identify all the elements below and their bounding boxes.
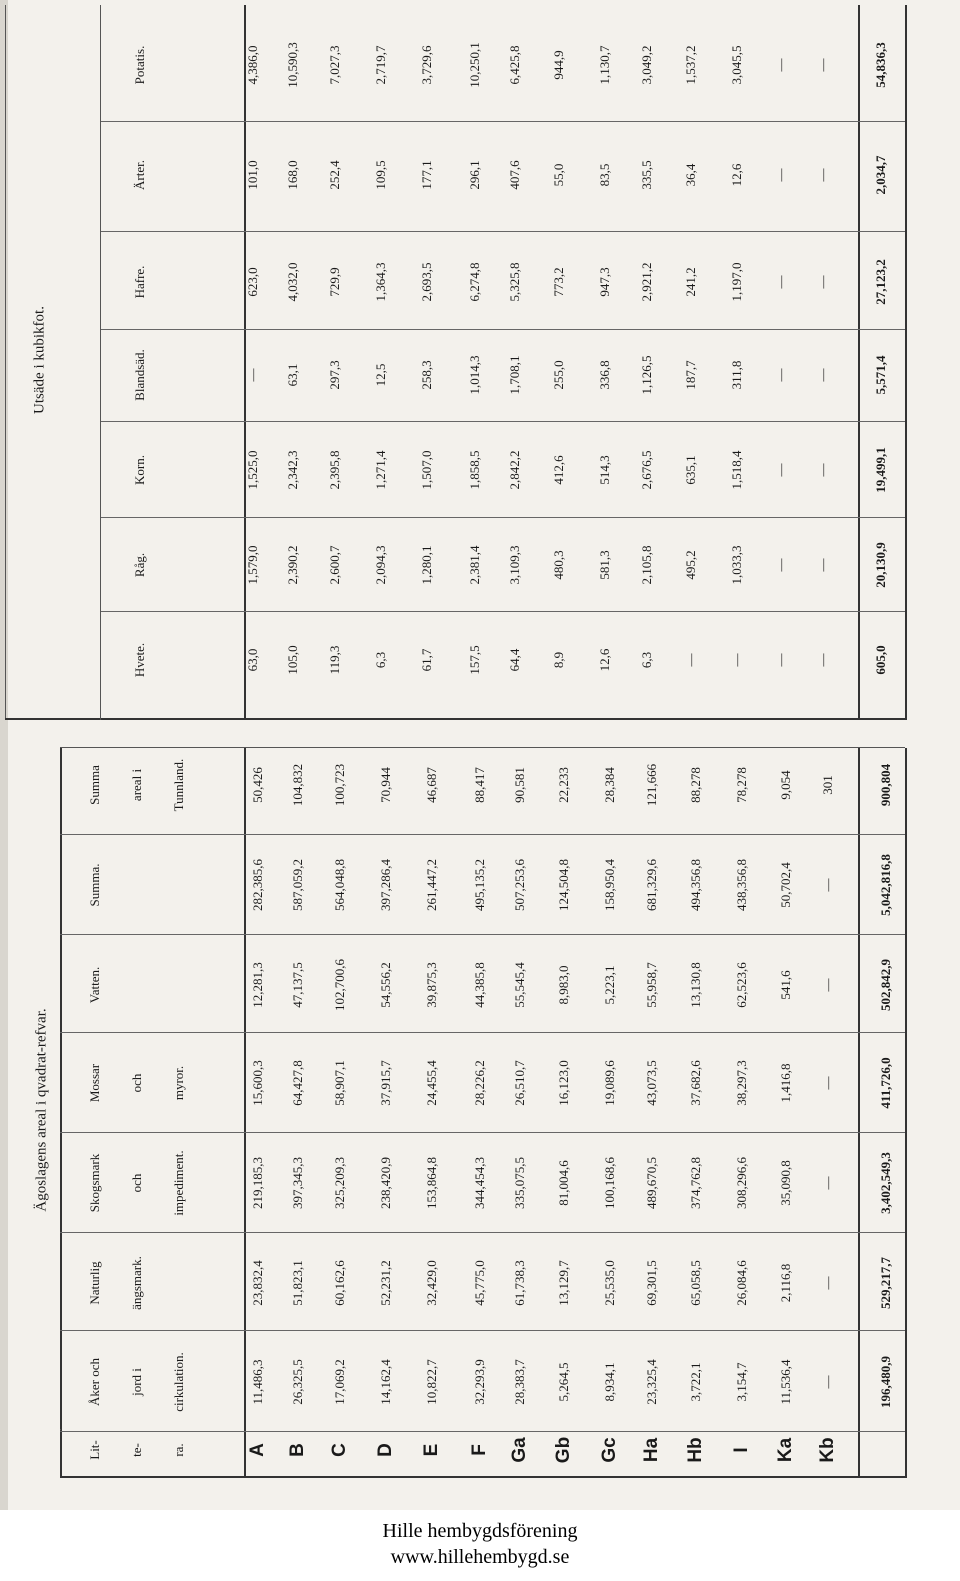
right-total-cell: 27,123,2 [873,259,888,305]
left-header-2-1: ängsmark. [129,1256,144,1310]
row-letter: D [375,1443,396,1457]
right-table-top-rule [5,5,6,720]
right-cell: — [815,463,830,477]
right-cell: 2,105,8 [639,545,654,585]
left-cell: 100,723 [332,763,347,807]
right-cell: 1,280,1 [419,545,434,585]
row-letter: F [469,1444,490,1456]
left-header-4-2: myror. [171,1065,186,1101]
left-cell: 26,084,6 [734,1260,749,1306]
right-total-cell: 19,499,1 [873,447,888,493]
right-cell: 187,7 [683,360,698,390]
right-column-rule-5 [100,121,905,122]
right-cell: 6,274,8 [467,262,482,302]
right-cell: — [815,58,830,72]
right-cell: 241,2 [683,267,698,297]
left-cell: 15,600,3 [250,1060,265,1106]
right-cell: 1,033,3 [729,545,744,585]
right-cell: 1,507,0 [419,450,434,490]
right-cell: 7,027,3 [327,45,342,85]
left-cell: 13,130,8 [688,962,703,1008]
right-cell: 6,3 [639,651,654,669]
left-cell: 5,223,1 [602,965,617,1005]
right-cell: 168,0 [285,160,300,190]
footer [0,1518,960,1570]
left-cell: 308,296,6 [734,1157,749,1209]
left-cell: 88,278 [688,767,703,803]
left-cell: 44,385,8 [472,962,487,1008]
right-cell: 1,858,5 [467,450,482,490]
left-total-cell: 3,402,549,3 [878,1152,893,1214]
left-cell: 28,384 [602,767,617,803]
row-letter: E [421,1443,442,1457]
right-cell: — [729,653,744,667]
left-cell: 335,075,5 [512,1157,527,1209]
left-cell: 12,281,3 [250,962,265,1008]
left-cell: 3,154,7 [734,1362,749,1402]
right-cell: 64,4 [507,648,522,672]
right-column-rule-3 [100,329,905,330]
right-cell: 109,5 [373,160,388,190]
left-cell: — [820,978,835,992]
right-cell: 2,719,7 [373,45,388,85]
right-table-edge-rule [5,718,905,720]
right-cell: 63,0 [245,648,260,672]
right-cell: 12,6 [597,648,612,672]
right-cell: 1,130,7 [597,45,612,85]
left-cell: 61,738,3 [512,1260,527,1306]
left-cell: 37,915,7 [378,1060,393,1106]
right-table-bottom-rule [905,5,907,720]
left-cell: 494,356,8 [688,859,703,911]
left-cell: 681,329,6 [644,859,659,911]
right-cell: 12,5 [373,363,388,387]
left-cell: 62,523,6 [734,962,749,1008]
left-table-title: Ägoslagens areal i qvadrat-refvar. [33,1008,50,1212]
row-letter: Kb [817,1437,838,1463]
left-cell: 64,427,8 [290,1060,305,1106]
left-cell: — [820,878,835,892]
footer-organization: Hille hembygdsförening [382,1520,578,1542]
left-cell: 3,722,1 [688,1362,703,1402]
left-table-head-rule [244,748,246,1478]
right-cell: — [815,368,830,382]
right-cell: 8,9 [551,651,566,669]
left-cell: 38,297,3 [734,1060,749,1106]
left-cell: — [820,1276,835,1290]
left-header-3-1: och [129,1173,144,1193]
left-cell: 507,253,6 [512,859,527,911]
left-title-rule [60,1429,61,1430]
left-header-7-1: areal i [129,768,144,802]
left-cell: 8,934,1 [602,1362,617,1402]
right-cell: 947,3 [597,267,612,297]
right-cell: — [773,275,788,289]
left-header-3-2: impediment. [171,1150,186,1216]
left-cell: 28,383,7 [512,1359,527,1405]
right-cell: 336,8 [597,360,612,390]
left-total-cell: 5,042,816,8 [878,854,893,916]
right-cell: 1,708,1 [507,355,522,395]
left-cell: 238,420,9 [378,1157,393,1209]
row-letter: Gc [599,1437,620,1463]
right-cell: — [773,58,788,72]
right-cell: 1,579,0 [245,545,260,585]
left-cell: 541,6 [778,970,793,1000]
right-cell: — [773,558,788,572]
right-cell: 5,325,8 [507,262,522,302]
right-cell: 1,014,3 [467,355,482,395]
right-cell: 255,0 [551,360,566,390]
right-cell: 101,0 [245,160,260,190]
left-cell: 13,129,7 [556,1260,571,1306]
right-cell: — [815,653,830,667]
left-cell: 17,069,2 [332,1359,347,1405]
right-title-rule [100,5,101,720]
row-letter: C [329,1443,350,1457]
left-cell: 23,325,4 [644,1359,659,1405]
left-column-rule-3 [60,1132,905,1133]
left-cell: 88,417 [472,767,487,803]
right-cell: 1,518,4 [729,450,744,490]
left-cell: 45,775,0 [472,1260,487,1306]
left-cell: 10,822,7 [424,1359,439,1405]
right-cell: — [773,168,788,182]
right-cell: 6,3 [373,651,388,669]
left-cell: 261,447,2 [424,859,439,911]
right-cell: 83,5 [597,163,612,187]
left-cell: 495,135,2 [472,859,487,911]
left-cell: 14,162,4 [378,1359,393,1405]
left-total-cell: 529,217,7 [878,1257,893,1309]
left-cell: 438,356,8 [734,859,749,911]
right-cell: 1,537,2 [683,45,698,85]
left-header-1-1: jord i [129,1368,144,1396]
left-cell: 9,054 [778,770,793,800]
left-cell: 8,983,0 [556,965,571,1005]
row-letter: Ka [775,1437,796,1463]
left-header-1-0: Åker och [87,1357,102,1407]
left-header-7-0: Summa [87,765,102,805]
right-cell: 55,0 [551,163,566,187]
left-cell: 282,385,6 [250,859,265,911]
left-cell: 16,123,0 [556,1060,571,1106]
right-cell: 773,2 [551,267,566,297]
right-cell: 1,271,4 [373,450,388,490]
right-total-cell: 54,836,3 [873,42,888,88]
right-cell: 4,386,0 [245,45,260,85]
right-table-total-rule [858,5,860,720]
left-total-cell: 900,804 [878,763,893,807]
right-cell: 12,6 [729,163,744,187]
right-cell: 61,7 [419,648,434,672]
right-header-4: Hafre. [132,265,147,299]
left-cell: 1,416,8 [778,1063,793,1103]
left-cell: — [820,1375,835,1389]
left-cell: 397,345,3 [290,1157,305,1209]
left-header-7-2: Tunnland. [171,758,186,812]
left-cell: 50,426 [250,767,265,803]
right-table-title: Utsäde i kubikfot. [31,306,48,414]
right-cell: — [773,653,788,667]
right-cell: 2,395,8 [327,450,342,490]
left-cell: 90,581 [512,767,527,803]
left-cell: 26,510,7 [512,1060,527,1106]
left-cell: 32,429,0 [424,1260,439,1306]
right-cell: 252,4 [327,160,342,190]
right-header-6: Potatis. [132,45,147,85]
left-column-rule-1 [60,1330,905,1331]
left-cell: 587,059,2 [290,859,305,911]
right-cell: 2,676,5 [639,450,654,490]
right-cell: 495,2 [683,550,698,580]
left-cell: 81,004,6 [556,1160,571,1206]
left-header-1-2: cirkulation. [171,1352,186,1412]
left-cell: 51,823,1 [290,1260,305,1306]
right-cell: 4,032,0 [285,262,300,302]
left-cell: 153,864,8 [424,1157,439,1209]
left-cell: 102,700,6 [332,959,347,1011]
left-header-5-0: Vatten. [87,966,102,1004]
left-cell: 23,832,4 [250,1260,265,1306]
left-cell: 219,185,3 [250,1157,265,1209]
left-total-cell: 502,842,9 [878,959,893,1011]
right-cell: — [245,368,260,382]
left-total-cell: 411,726,0 [878,1057,893,1109]
left-cell: 58,907,1 [332,1060,347,1106]
left-table-bottom-rule [905,748,907,1478]
right-cell: — [683,653,698,667]
right-total-cell: 5,571,4 [873,355,888,395]
right-cell: 1,364,3 [373,262,388,302]
left-cell: 2,116,8 [778,1263,793,1303]
right-cell: 635,1 [683,455,698,485]
right-column-rule-2 [100,421,905,422]
left-cell: 54,556,2 [378,962,393,1008]
right-cell: 2,693,5 [419,262,434,302]
left-cell: 24,455,4 [424,1060,439,1106]
left-cell: 32,293,9 [472,1359,487,1405]
right-header-3: Blandsäd. [132,349,147,401]
right-cell: 296,1 [467,160,482,190]
right-cell: 10,590,3 [285,42,300,88]
left-cell: 70,944 [378,767,393,803]
right-total-cell: 2,034,7 [873,155,888,195]
left-cell: 489,670,5 [644,1157,659,1209]
left-cell: 121,666 [644,763,659,807]
left-cell: 5,264,5 [556,1362,571,1402]
right-header-0: Hvete. [132,642,147,678]
right-cell: 119,3 [327,645,342,675]
left-cell: 100,168,6 [602,1157,617,1209]
right-cell: 177,1 [419,160,434,190]
left-table-total-rule [858,748,860,1478]
row-letter: I [731,1447,752,1453]
right-cell: — [815,558,830,572]
left-cell: 69,301,5 [644,1260,659,1306]
right-cell: 2,381,4 [467,545,482,585]
right-cell: 729,9 [327,267,342,297]
right-column-rule-4 [100,231,905,232]
left-cell: 301 [820,775,835,795]
left-header-4-1: och [129,1073,144,1093]
right-cell: 105,0 [285,645,300,675]
row-letter: A [247,1443,268,1457]
row-letter: Ha [641,1437,662,1463]
right-cell: 3,049,2 [639,45,654,85]
right-cell: 157,5 [467,645,482,675]
right-cell: 581,3 [597,550,612,580]
footer-website: www.hillehembygd.se [390,1546,570,1568]
left-total-cell: 196,480,9 [878,1356,893,1408]
right-cell: 6,425,8 [507,45,522,85]
left-cell: 22,233 [556,767,571,803]
left-cell: 26,325,5 [290,1359,305,1405]
right-total-cell: 20,130,9 [873,542,888,588]
left-header-0-1: te- [129,1443,144,1457]
left-cell: 104,832 [290,763,305,807]
left-column-rule-2 [60,1232,905,1233]
right-cell: 10,250,1 [467,42,482,88]
left-column-rule-5 [60,934,905,935]
right-cell: 36,4 [683,163,698,187]
left-cell: 158,950,4 [602,859,617,911]
right-cell: 63,1 [285,363,300,387]
right-table-head-rule [244,5,246,720]
right-cell: 480,3 [551,550,566,580]
left-table-top-rule [60,748,62,1478]
left-column-rule-6 [60,834,905,835]
row-letter: Hb [685,1437,706,1463]
right-cell: 2,921,2 [639,262,654,302]
left-cell: 55,958,7 [644,962,659,1008]
left-cell: 28,226,2 [472,1060,487,1106]
right-cell: 3,109,3 [507,545,522,585]
right-cell: — [815,168,830,182]
right-cell: 297,3 [327,360,342,390]
left-cell: 344,454,3 [472,1157,487,1209]
left-cell: 124,504,8 [556,859,571,911]
right-cell: 2,342,3 [285,450,300,490]
right-column-rule-0 [100,611,905,612]
right-total-cell: 605,0 [873,645,888,675]
left-table-left-rule [60,747,905,748]
right-cell: 407,6 [507,160,522,190]
right-cell: — [773,463,788,477]
left-cell: 37,682,6 [688,1060,703,1106]
left-cell: — [820,1076,835,1090]
right-cell: 2,390,2 [285,545,300,585]
right-header-1: Råg. [132,552,147,578]
left-cell: 46,687 [424,767,439,803]
right-cell: 944,9 [551,50,566,80]
right-cell: 335,5 [639,160,654,190]
left-header-0-0: Lit- [87,1440,102,1460]
left-cell: 374,762,8 [688,1157,703,1209]
right-cell: 3,045,5 [729,45,744,85]
left-cell: 11,486,3 [250,1359,265,1405]
left-cell: 19,089,6 [602,1060,617,1106]
left-cell: 50,702,4 [778,862,793,908]
right-cell: — [773,368,788,382]
left-header-2-0: Naturlig [87,1261,102,1305]
left-column-rule-4 [60,1032,905,1033]
right-cell: 514,3 [597,455,612,485]
left-header-3-0: Skogsmark [87,1153,102,1213]
left-cell: 397,286,4 [378,859,393,911]
row-letter: Ga [509,1437,530,1463]
left-table-right-rule [60,1476,905,1478]
left-header-6-0: Summa. [87,863,102,907]
right-cell: 258,3 [419,360,434,390]
left-cell: 60,162,6 [332,1260,347,1306]
left-header-0-2: ra. [171,1443,186,1457]
right-cell: 2,842,2 [507,450,522,490]
left-cell: 39,875,3 [424,962,439,1008]
left-cell: 35,090,8 [778,1160,793,1206]
left-cell: 11,536,4 [778,1359,793,1405]
right-cell: 3,729,6 [419,45,434,85]
right-cell: 412,6 [551,455,566,485]
left-cell: 65,058,5 [688,1260,703,1306]
left-cell: 325,209,3 [332,1157,347,1209]
right-cell: 311,8 [729,360,744,390]
right-header-5: Ärter. [132,160,147,190]
left-cell: — [820,1176,835,1190]
right-cell: 1,126,5 [639,355,654,395]
right-cell: — [815,275,830,289]
left-column-rule-0 [60,1431,905,1432]
left-cell: 564,048,8 [332,859,347,911]
right-cell: 2,600,7 [327,545,342,585]
left-cell: 78,278 [734,767,749,803]
left-cell: 55,545,4 [512,962,527,1008]
right-cell: 623,0 [245,267,260,297]
right-cell: 1,525,0 [245,450,260,490]
left-cell: 25,535,0 [602,1260,617,1306]
right-cell: 1,197,0 [729,262,744,302]
row-letter: B [287,1443,308,1457]
right-cell: 2,094,3 [373,545,388,585]
left-header-4-0: Mossar [87,1063,102,1103]
right-column-rule-1 [100,517,905,518]
left-cell: 43,073,5 [644,1060,659,1106]
left-cell: 47,137,5 [290,962,305,1008]
row-letter: Gb [553,1436,574,1464]
left-cell: 52,231,2 [378,1260,393,1306]
right-header-2: Korn. [132,455,147,485]
